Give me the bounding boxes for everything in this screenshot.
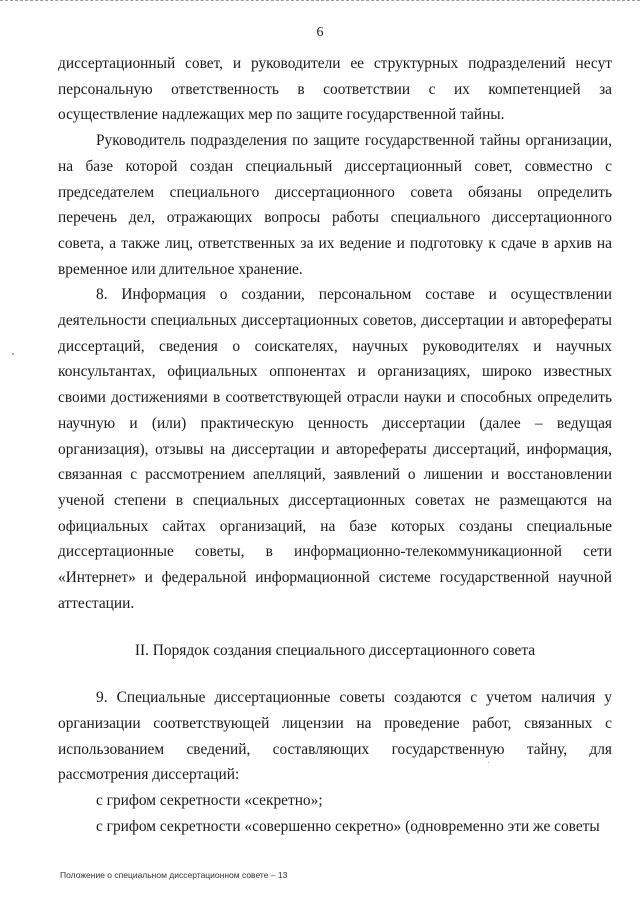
page-top-edge [0, 0, 640, 2]
list-item-secret: с грифом секретности «секретно»; [96, 791, 323, 809]
paragraph-item-9: 9. Специальные диссертационные советы создаются с учетом наличия у организации соответствующей лицензии на проведение работ, связанных с использованием сведений, составляющих государственную тайну, для рассмотрения диссертаций: [58, 689, 612, 784]
paragraph-continuation: диссертационный совет, и руководители ее структурных подразделений несут персональную ответственность в соответствии с их компетенцией за осуществление надлежащих мер по защите государственной тайны. [58, 55, 612, 124]
scan-speck [488, 762, 489, 763]
paragraph-security-head: Руководитель подразделения по защите государственной тайны организации, на базе которой создан специальный диссертационный совет, совместно с председателем специального диссертационного совета обязаны определить перечень дел, отражающих вопросы работы специального диссертационного совета, а также лиц, ответственных за их ведение и подготовку к сдаче в архив на временное или длительное хранение. [58, 132, 612, 278]
scan-speck [12, 353, 14, 355]
list-item-top-secret: с грифом секретности «совершенно секретно» (одновременно эти же советы [96, 817, 600, 835]
document-body [58, 51, 612, 839]
document-footer: Положение о специальном диссертационном совете – 13 [60, 870, 288, 880]
page-number: 6 [316, 25, 324, 40]
paragraph-item-8: 8. Информация о создании, персональном составе и осуществлении деятельности специальных диссертационных советов, диссертации и авторефераты диссертаций, сведения о соискателях, научных руководителях и научных консультантах, официальных оппонентах и организациях, широко известных своими достижениями в соответствующей отрасли науки и способных определить научную и (или) практическую ценность диссертации (далее – ведущая организация), отзывы на диссертации и авторефераты диссертаций, информация, связанная с рассмотрением апелляций, заявлений о лишении и восстановлении ученой степени в специальных диссертационных советах не размещаются на официальных сайтах организаций, на базе которых созданы специальные диссертационные советы, в информационно-телекоммуникационной сети «Интернет» и федеральной информационной системе государственной научной аттестации. [58, 286, 612, 612]
section-heading: II. Порядок создания специального диссертационного совета [134, 642, 536, 660]
